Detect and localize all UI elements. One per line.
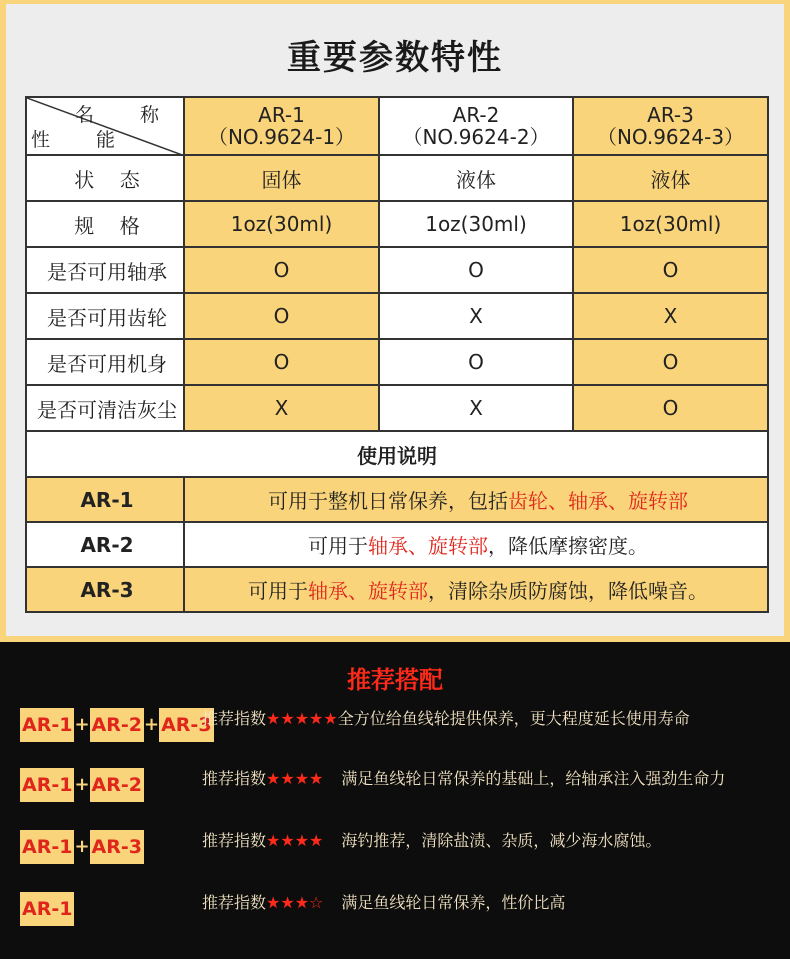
check-mark: O	[573, 385, 768, 431]
combo-chip: AR-1	[20, 708, 74, 742]
combo-chip: AR-3	[159, 708, 213, 742]
row-label: 是否可用齿轮	[26, 293, 184, 339]
recommend-text: 全方位给鱼线轮提供保养，更大程度延长使用寿命	[337, 709, 690, 728]
performance-label: 性 能	[31, 129, 136, 151]
check-mark: X	[379, 385, 573, 431]
check-mark: O	[184, 339, 379, 385]
usage-description	[184, 567, 768, 612]
diagonal-header-cell	[26, 97, 184, 155]
check-mark: O	[573, 247, 768, 293]
plus-sign: +	[74, 836, 90, 857]
combo-chip: AR-1	[20, 830, 74, 864]
table-header-row	[26, 97, 768, 155]
usage-description	[184, 477, 768, 522]
model-number: （NO.9624-3）	[596, 125, 745, 149]
usage-model: AR-2	[26, 522, 184, 567]
usage-highlight: 齿轮、轴承、旋转部	[508, 489, 688, 513]
usage-text: ，清除杂质防腐蚀，降低噪音。	[428, 579, 708, 603]
row-label: 是否可用机身	[26, 339, 184, 385]
plus-sign: +	[74, 714, 90, 735]
model-code: AR-1	[258, 103, 305, 127]
table-row	[26, 155, 768, 201]
row-label: 规 格	[26, 201, 184, 247]
page-title: 重要参数特性	[287, 38, 503, 78]
recommend-line	[202, 828, 661, 851]
recommend-prefix: 推荐指数	[202, 893, 267, 912]
table-row	[26, 247, 768, 293]
model-header-ar3	[573, 97, 768, 155]
name-label: 名 称	[74, 104, 179, 126]
combo-badges	[20, 830, 144, 864]
table-row	[26, 201, 768, 247]
table-row	[26, 385, 768, 431]
table-cell: 1oz(30ml)	[379, 201, 573, 247]
combo-badges	[20, 892, 74, 926]
check-mark: X	[379, 293, 573, 339]
table-row	[26, 339, 768, 385]
recommend-prefix: 推荐指数	[202, 831, 267, 850]
check-mark: O	[379, 339, 573, 385]
plus-sign: +	[74, 774, 90, 795]
combo-badges	[20, 768, 144, 802]
recommend-text: 海钓推荐，清除盐渍、杂质，减少海水腐蚀。	[341, 831, 662, 850]
check-mark: O	[379, 247, 573, 293]
usage-text: 可用于	[248, 579, 308, 603]
recommend-title: 推荐搭配	[347, 666, 443, 694]
usage-row	[26, 522, 768, 567]
model-header-ar2	[379, 97, 573, 155]
row-label: 是否可清洁灰尘	[26, 385, 184, 431]
table-cell: 1oz(30ml)	[573, 201, 768, 247]
recommend-line	[202, 706, 690, 729]
model-header-ar1	[184, 97, 379, 155]
check-mark: O	[184, 247, 379, 293]
star-rating: ★★★★	[266, 831, 324, 850]
model-number: （NO.9624-1）	[207, 125, 356, 149]
check-mark: X	[573, 293, 768, 339]
combo-badges	[20, 708, 214, 742]
model-number: （NO.9624-2）	[402, 125, 550, 149]
model-code: AR-3	[647, 103, 694, 127]
table-cell: 液体	[573, 155, 768, 201]
table-cell: 固体	[184, 155, 379, 201]
check-mark: O	[184, 293, 379, 339]
usage-highlight: 轴承、旋转部	[308, 579, 428, 603]
combo-chip: AR-1	[20, 892, 74, 926]
combo-chip: AR-2	[90, 768, 144, 802]
recommend-line	[202, 766, 725, 789]
combo-chip: AR-2	[90, 708, 144, 742]
usage-text: ，降低摩擦密度。	[488, 534, 648, 558]
usage-title: 使用说明	[26, 431, 768, 477]
usage-description	[184, 522, 768, 567]
table-row	[26, 293, 768, 339]
usage-model: AR-3	[26, 567, 184, 612]
usage-row	[26, 477, 768, 522]
table-cell: 液体	[379, 155, 573, 201]
recommend-text: 满足鱼线轮日常保养的基础上，给轴承注入强劲生命力	[341, 769, 726, 788]
model-code: AR-2	[452, 103, 500, 127]
combo-chip: AR-3	[90, 830, 144, 864]
spec-table	[25, 96, 769, 613]
usage-text: 可用于	[308, 534, 368, 558]
usage-model: AR-1	[26, 477, 184, 522]
usage-header-row	[26, 431, 768, 477]
usage-text: 可用于整机日常保养，包括	[268, 489, 508, 513]
star-rating: ★★★★★	[266, 709, 338, 728]
check-mark: X	[184, 385, 379, 431]
star-rating: ★★★☆	[266, 893, 324, 912]
recommend-text: 满足鱼线轮日常保养，性价比高	[341, 893, 566, 912]
row-label: 状 态	[26, 155, 184, 201]
combo-chip: AR-1	[20, 768, 74, 802]
recommend-line	[202, 890, 565, 913]
plus-sign: +	[144, 714, 160, 735]
usage-highlight: 轴承、旋转部	[368, 534, 488, 558]
usage-row	[26, 567, 768, 612]
star-rating: ★★★★	[266, 769, 324, 788]
check-mark: O	[573, 339, 768, 385]
recommend-prefix: 推荐指数	[202, 709, 267, 728]
row-label: 是否可用轴承	[26, 247, 184, 293]
table-cell: 1oz(30ml)	[184, 201, 379, 247]
recommend-prefix: 推荐指数	[202, 769, 267, 788]
